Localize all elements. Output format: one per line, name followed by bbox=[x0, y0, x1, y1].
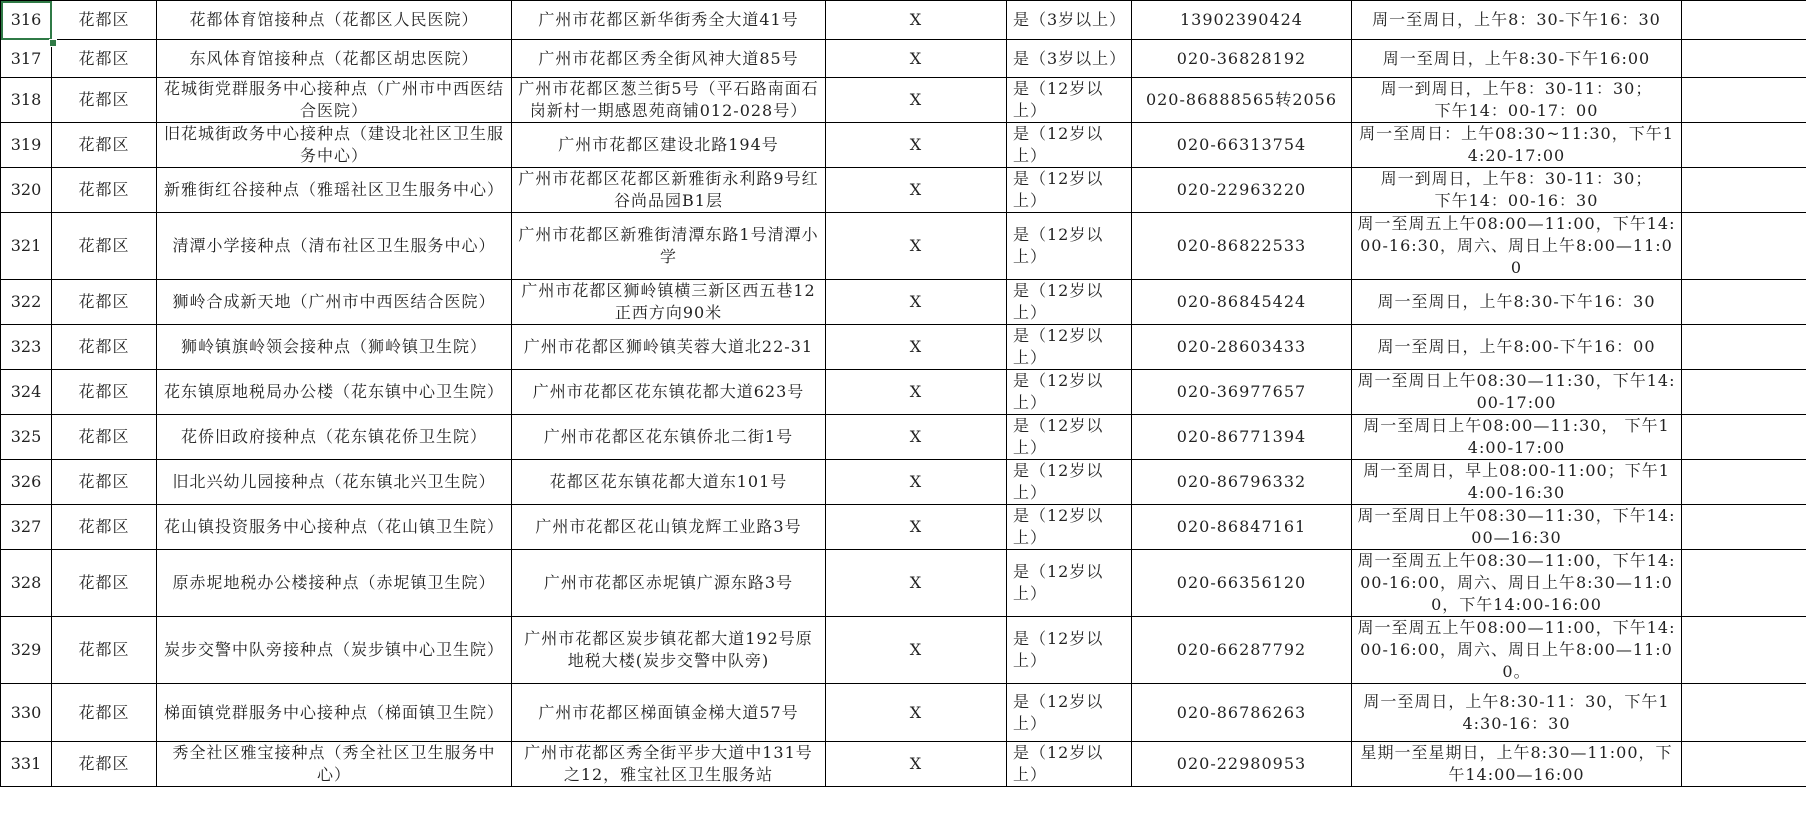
cell-phone[interactable]: 020-86847161 bbox=[1132, 505, 1352, 550]
cell-age-eligibility[interactable]: 是（12岁以上） bbox=[1007, 78, 1132, 123]
cell-address[interactable]: 广州市花都区花山镇龙辉工业路3号 bbox=[512, 505, 826, 550]
cell-hours[interactable]: 周一至周日：上午08:30~11:30，下午14:20-17:00 bbox=[1352, 123, 1682, 168]
cell-hours[interactable]: 周一至周五上午08:00—11:00，下午14:00-16:30，周六、周日上午8:00—11:00 bbox=[1352, 213, 1682, 280]
cell-empty[interactable] bbox=[1682, 460, 1806, 505]
cell-address[interactable]: 广州市花都区花东镇花都大道623号 bbox=[512, 370, 826, 415]
cell-phone[interactable]: 020-22980953 bbox=[1132, 742, 1352, 787]
cell-row-number[interactable]: 317 bbox=[1, 40, 52, 78]
cell-phone[interactable]: 020-22963220 bbox=[1132, 168, 1352, 213]
cell-mark[interactable]: X bbox=[826, 213, 1007, 280]
cell-mark[interactable]: X bbox=[826, 617, 1007, 684]
cell-hours[interactable]: 周一至周日上午08:30—11:30，下午14:00-17:00 bbox=[1352, 370, 1682, 415]
cell-row-number[interactable]: 328 bbox=[1, 550, 52, 617]
cell-hours[interactable]: 周一至周日，上午8:30-11：30，下午14:30-16：30 bbox=[1352, 684, 1682, 742]
cell-site-name[interactable]: 梯面镇党群服务中心接种点（梯面镇卫生院） bbox=[157, 684, 512, 742]
cell-hours[interactable]: 周一至周五上午08:30—11:00，下午14:00-16:00，周六、周日上午8:30—11:00，下午14:00-16:00 bbox=[1352, 550, 1682, 617]
cell-district[interactable]: 花都区 bbox=[52, 550, 157, 617]
cell-address[interactable]: 广州市花都区梯面镇金梯大道57号 bbox=[512, 684, 826, 742]
cell-mark[interactable]: X bbox=[826, 123, 1007, 168]
cell-hours[interactable]: 星期一至星期日，上午8:30—11:00，下午14:00—16:00 bbox=[1352, 742, 1682, 787]
cell-row-number[interactable]: 323 bbox=[1, 325, 52, 370]
table-row bbox=[1, 617, 1806, 684]
cell-age-eligibility[interactable]: 是（12岁以上） bbox=[1007, 617, 1132, 684]
cell-row-number[interactable]: 320 bbox=[1, 168, 52, 213]
cell-site-name[interactable]: 花东镇原地税局办公楼（花东镇中心卫生院） bbox=[157, 370, 512, 415]
cell-row-number[interactable]: 322 bbox=[1, 280, 52, 325]
cell-site-name[interactable]: 花侨旧政府接种点（花东镇花侨卫生院） bbox=[157, 415, 512, 460]
cell-district[interactable]: 花都区 bbox=[52, 280, 157, 325]
cell-mark[interactable]: X bbox=[826, 415, 1007, 460]
cell-age-eligibility[interactable]: 是（12岁以上） bbox=[1007, 370, 1132, 415]
cell-mark[interactable]: X bbox=[826, 460, 1007, 505]
cell-site-name[interactable]: 东风体育馆接种点（花都区胡忠医院） bbox=[157, 40, 512, 78]
cell-site-name[interactable]: 花城街党群服务中心接种点（广州市中西医结合医院） bbox=[157, 78, 512, 123]
cell-empty[interactable] bbox=[1682, 1, 1806, 40]
cell-site-name[interactable]: 炭步交警中队旁接种点（炭步镇中心卫生院） bbox=[157, 617, 512, 684]
cell-row-number[interactable]: 318 bbox=[1, 78, 52, 123]
table-row bbox=[1, 370, 1806, 415]
cell-empty[interactable] bbox=[1682, 40, 1806, 78]
cell-empty[interactable] bbox=[1682, 370, 1806, 415]
cell-district[interactable]: 花都区 bbox=[52, 1, 157, 40]
cell-phone[interactable]: 020-86845424 bbox=[1132, 280, 1352, 325]
table-row bbox=[1, 505, 1806, 550]
cell-age-eligibility[interactable]: 是（12岁以上） bbox=[1007, 280, 1132, 325]
cell-hours[interactable]: 周一至周日，上午8:00-下午16：00 bbox=[1352, 325, 1682, 370]
cell-mark[interactable]: X bbox=[826, 505, 1007, 550]
table-row bbox=[1, 684, 1806, 742]
selection-fill-handle[interactable] bbox=[49, 39, 57, 47]
cell-phone[interactable]: 020-86888565转2056 bbox=[1132, 78, 1352, 123]
cell-hours[interactable]: 周一至周日，早上08:00-11:00；下午14:00-16:30 bbox=[1352, 460, 1682, 505]
table-row bbox=[1, 742, 1806, 787]
cell-site-name[interactable]: 狮岭镇旗岭领会接种点（狮岭镇卫生院） bbox=[157, 325, 512, 370]
cell-mark[interactable]: X bbox=[826, 684, 1007, 742]
cell-mark[interactable]: X bbox=[826, 40, 1007, 78]
cell-district[interactable]: 花都区 bbox=[52, 370, 157, 415]
cell-district[interactable]: 花都区 bbox=[52, 505, 157, 550]
cell-row-number[interactable]: 329 bbox=[1, 617, 52, 684]
cell-hours[interactable]: 周一至周日上午08:00—11:30， 下午14:00-17:00 bbox=[1352, 415, 1682, 460]
table-row bbox=[1, 550, 1806, 617]
cell-row-number[interactable]: 324 bbox=[1, 370, 52, 415]
cell-row-number[interactable]: 327 bbox=[1, 505, 52, 550]
table-row bbox=[1, 460, 1806, 505]
cell-site-name[interactable]: 清潭小学接种点（清布社区卫生服务中心） bbox=[157, 213, 512, 280]
table-row bbox=[1, 415, 1806, 460]
cell-row-number[interactable]: 319 bbox=[1, 123, 52, 168]
cell-phone[interactable]: 020-36977657 bbox=[1132, 370, 1352, 415]
cell-hours[interactable]: 周一到周日，上午8：30-11：30； 下午14：00-16：30 bbox=[1352, 168, 1682, 213]
cell-empty[interactable] bbox=[1682, 550, 1806, 617]
cell-empty[interactable] bbox=[1682, 123, 1806, 168]
cell-district[interactable]: 花都区 bbox=[52, 40, 157, 78]
table-row bbox=[1, 168, 1806, 213]
cell-hours[interactable]: 周一至周日，上午8：30-下午16：30 bbox=[1352, 1, 1682, 40]
cell-site-name[interactable]: 新雅街红谷接种点（雅瑶社区卫生服务中心） bbox=[157, 168, 512, 213]
cell-mark[interactable]: X bbox=[826, 280, 1007, 325]
cell-age-eligibility[interactable]: 是（12岁以上） bbox=[1007, 168, 1132, 213]
cell-age-eligibility[interactable]: 是（12岁以上） bbox=[1007, 505, 1132, 550]
cell-hours[interactable]: 周一到周日，上午8：30-11：30； 下午14：00-17：00 bbox=[1352, 78, 1682, 123]
cell-site-name[interactable]: 秀全社区雅宝接种点（秀全社区卫生服务中心） bbox=[157, 742, 512, 787]
cell-row-number[interactable]: 326 bbox=[1, 460, 52, 505]
cell-phone[interactable]: 13902390424 bbox=[1132, 1, 1352, 40]
cell-mark[interactable]: X bbox=[826, 78, 1007, 123]
cell-age-eligibility[interactable]: 是（12岁以上） bbox=[1007, 415, 1132, 460]
cell-hours[interactable]: 周一至周日上午08:30—11:30，下午14:00—16:30 bbox=[1352, 505, 1682, 550]
table-row bbox=[1, 78, 1806, 123]
cell-empty[interactable] bbox=[1682, 325, 1806, 370]
cell-district[interactable]: 花都区 bbox=[52, 617, 157, 684]
cell-age-eligibility[interactable]: 是（12岁以上） bbox=[1007, 123, 1132, 168]
cell-phone[interactable]: 020-66287792 bbox=[1132, 617, 1352, 684]
cell-row-number[interactable]: 316 bbox=[1, 1, 52, 40]
cell-phone[interactable]: 020-28603433 bbox=[1132, 325, 1352, 370]
cell-age-eligibility[interactable]: 是（12岁以上） bbox=[1007, 460, 1132, 505]
cell-empty[interactable] bbox=[1682, 617, 1806, 684]
cell-age-eligibility[interactable]: 是（3岁以上） bbox=[1007, 40, 1132, 78]
cell-mark[interactable]: X bbox=[826, 370, 1007, 415]
cell-district[interactable]: 花都区 bbox=[52, 78, 157, 123]
cell-mark[interactable]: X bbox=[826, 742, 1007, 787]
cell-age-eligibility[interactable]: 是（12岁以上） bbox=[1007, 742, 1132, 787]
cell-address[interactable]: 广州市花都区赤坭镇广源东路3号 bbox=[512, 550, 826, 617]
cell-empty[interactable] bbox=[1682, 280, 1806, 325]
cell-mark[interactable]: X bbox=[826, 550, 1007, 617]
cell-age-eligibility[interactable]: 是（12岁以上） bbox=[1007, 684, 1132, 742]
cell-row-number[interactable]: 321 bbox=[1, 213, 52, 280]
cell-district[interactable]: 花都区 bbox=[52, 213, 157, 280]
cell-empty[interactable] bbox=[1682, 168, 1806, 213]
cell-address[interactable]: 广州市花都区葱兰街5号（平石路南面石岗新村一期感恩苑商铺012-028号） bbox=[512, 78, 826, 123]
cell-address[interactable]: 广州市花都区狮岭镇横三新区西五巷12正西方向90米 bbox=[512, 280, 826, 325]
cell-address[interactable]: 广州市花都区花东镇侨北二街1号 bbox=[512, 415, 826, 460]
cell-empty[interactable] bbox=[1682, 742, 1806, 787]
cell-empty[interactable] bbox=[1682, 505, 1806, 550]
cell-row-number[interactable]: 331 bbox=[1, 742, 52, 787]
cell-address[interactable]: 广州市花都区花都区新雅街永利路9号红谷尚品园B1层 bbox=[512, 168, 826, 213]
cell-mark[interactable]: X bbox=[826, 1, 1007, 40]
cell-phone[interactable]: 020-86796332 bbox=[1132, 460, 1352, 505]
cell-hours[interactable]: 周一至周日，上午8:30-下午16:00 bbox=[1352, 40, 1682, 78]
cell-address[interactable]: 广州市花都区建设北路194号 bbox=[512, 123, 826, 168]
cell-phone[interactable]: 020-66356120 bbox=[1132, 550, 1352, 617]
cell-empty[interactable] bbox=[1682, 78, 1806, 123]
cell-district[interactable]: 花都区 bbox=[52, 460, 157, 505]
cell-district[interactable]: 花都区 bbox=[52, 325, 157, 370]
cell-phone[interactable]: 020-36828192 bbox=[1132, 40, 1352, 78]
cell-site-name[interactable]: 旧北兴幼儿园接种点（花东镇北兴卫生院） bbox=[157, 460, 512, 505]
table-row bbox=[1, 325, 1806, 370]
cell-mark[interactable]: X bbox=[826, 325, 1007, 370]
cell-empty[interactable] bbox=[1682, 684, 1806, 742]
table-row bbox=[1, 1, 1806, 40]
cell-site-name[interactable]: 狮岭合成新天地（广州市中西医结合医院） bbox=[157, 280, 512, 325]
cell-phone[interactable]: 020-86822533 bbox=[1132, 213, 1352, 280]
cell-address[interactable]: 广州市花都区炭步镇花都大道192号原地税大楼(炭步交警中队旁) bbox=[512, 617, 826, 684]
table-row bbox=[1, 40, 1806, 78]
cell-age-eligibility[interactable]: 是（12岁以上） bbox=[1007, 550, 1132, 617]
cell-district[interactable]: 花都区 bbox=[52, 684, 157, 742]
cell-site-name[interactable]: 花都体育馆接种点（花都区人民医院） bbox=[157, 1, 512, 40]
cell-hours[interactable]: 周一至周五上午08:00—11:00，下午14:00-16:00，周六、周日上午8:00—11:00。 bbox=[1352, 617, 1682, 684]
cell-age-eligibility[interactable]: 是（12岁以上） bbox=[1007, 325, 1132, 370]
table-row bbox=[1, 123, 1806, 168]
cell-age-eligibility[interactable]: 是（12岁以上） bbox=[1007, 213, 1132, 280]
cell-empty[interactable] bbox=[1682, 213, 1806, 280]
cell-address[interactable]: 广州市花都区秀全街风神大道85号 bbox=[512, 40, 826, 78]
cell-site-name[interactable]: 花山镇投资服务中心接种点（花山镇卫生院） bbox=[157, 505, 512, 550]
cell-phone[interactable]: 020-86786263 bbox=[1132, 684, 1352, 742]
cell-address[interactable]: 广州市花都区秀全街平步大道中131号之12，雅宝社区卫生服务站 bbox=[512, 742, 826, 787]
cell-site-name[interactable]: 旧花城街政务中心接种点（建设北社区卫生服务中心） bbox=[157, 123, 512, 168]
cell-district[interactable]: 花都区 bbox=[52, 742, 157, 787]
cell-row-number[interactable]: 330 bbox=[1, 684, 52, 742]
cell-site-name[interactable]: 原赤坭地税办公楼接种点（赤坭镇卫生院） bbox=[157, 550, 512, 617]
cell-hours[interactable]: 周一至周日，上午8:30-下午16：30 bbox=[1352, 280, 1682, 325]
table-row bbox=[1, 213, 1806, 280]
cell-empty[interactable] bbox=[1682, 415, 1806, 460]
cell-address[interactable]: 花都区花东镇花都大道东101号 bbox=[512, 460, 826, 505]
cell-mark[interactable]: X bbox=[826, 168, 1007, 213]
cell-address[interactable]: 广州市花都区狮岭镇芙蓉大道北22-31 bbox=[512, 325, 826, 370]
cell-phone[interactable]: 020-86771394 bbox=[1132, 415, 1352, 460]
cell-district[interactable]: 花都区 bbox=[52, 415, 157, 460]
cell-district[interactable]: 花都区 bbox=[52, 123, 157, 168]
cell-address[interactable]: 广州市花都区新华街秀全大道41号 bbox=[512, 1, 826, 40]
cell-age-eligibility[interactable]: 是（3岁以上） bbox=[1007, 1, 1132, 40]
cell-row-number[interactable]: 325 bbox=[1, 415, 52, 460]
cell-phone[interactable]: 020-66313754 bbox=[1132, 123, 1352, 168]
table-row bbox=[1, 280, 1806, 325]
cell-address[interactable]: 广州市花都区新雅街清潭东路1号清潭小学 bbox=[512, 213, 826, 280]
cell-district[interactable]: 花都区 bbox=[52, 168, 157, 213]
